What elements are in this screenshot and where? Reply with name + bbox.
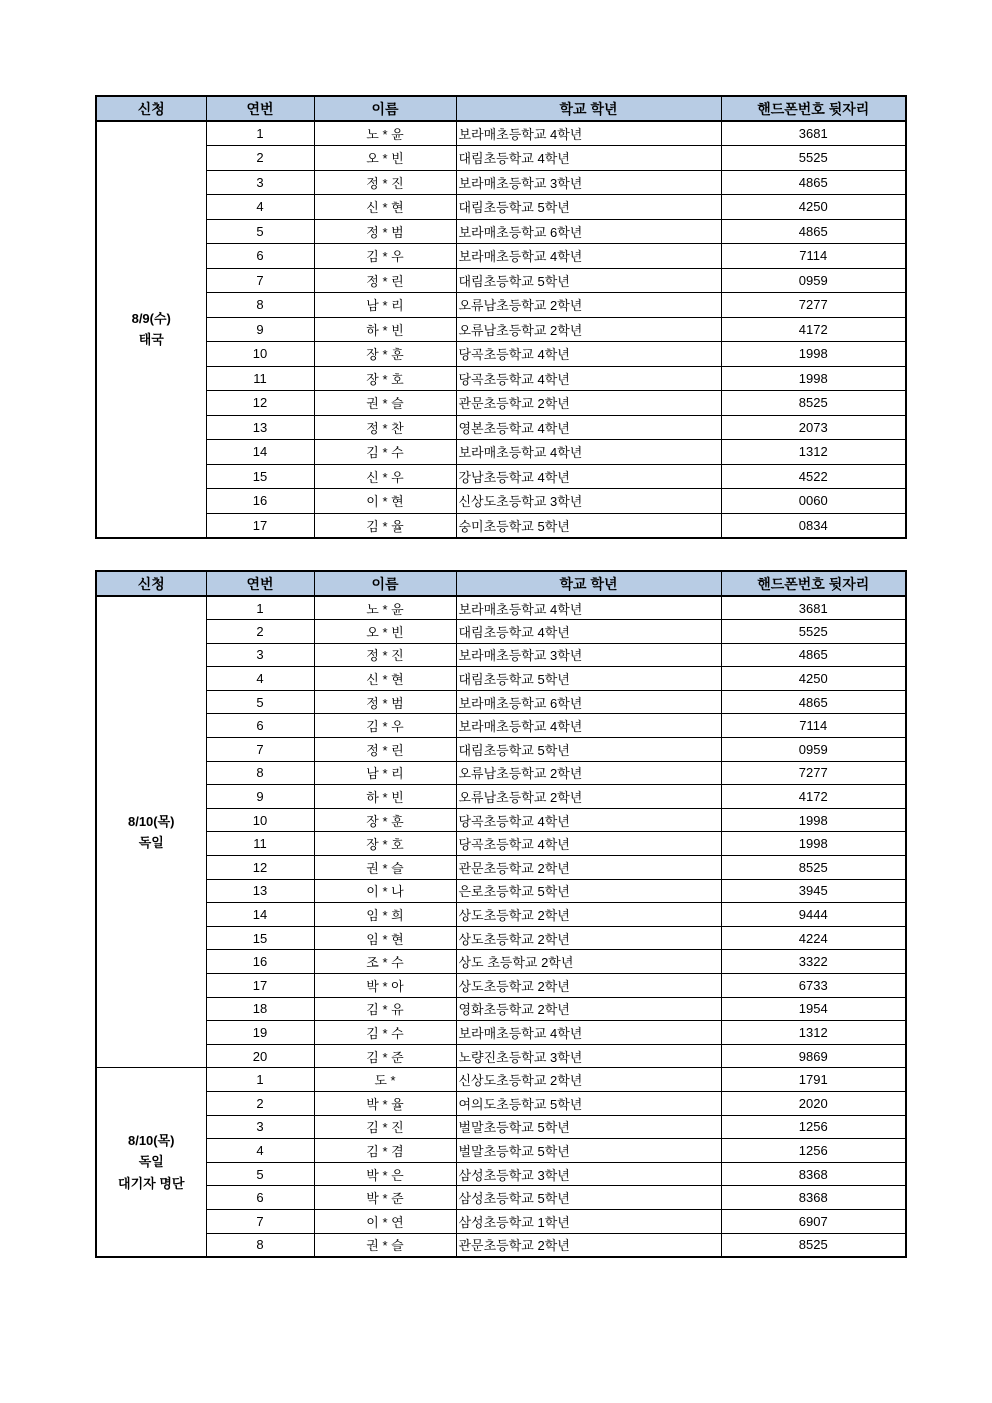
school-cell: 보라매초등학교 6학년 (456, 219, 721, 244)
table-row (96, 219, 906, 244)
table-row (96, 170, 906, 195)
table-row (96, 244, 906, 269)
phone-cell: 8525 (721, 1233, 906, 1257)
table-row (96, 1044, 906, 1068)
serial-cell: 2 (206, 1091, 314, 1115)
phone-cell: 3322 (721, 950, 906, 974)
phone-cell: 1954 (721, 997, 906, 1021)
serial-cell: 15 (206, 464, 314, 489)
name-cell: 김 * 우 (314, 244, 456, 269)
table-row (96, 738, 906, 762)
name-cell: 신 * 현 (314, 667, 456, 691)
name-cell: 이 * 현 (314, 489, 456, 514)
name-cell: 김 * 준 (314, 1044, 456, 1068)
name-cell: 노 * 윤 (314, 596, 456, 620)
serial-cell: 15 (206, 926, 314, 950)
table-row (96, 620, 906, 644)
school-cell: 당곡초등학교 4학년 (456, 342, 721, 367)
school-cell: 당곡초등학교 4학년 (456, 832, 721, 856)
column-header: 핸드폰번호 뒷자리 (721, 96, 906, 121)
table-row (96, 293, 906, 318)
serial-cell: 6 (206, 244, 314, 269)
school-cell: 대림초등학교 5학년 (456, 738, 721, 762)
table-row (96, 195, 906, 220)
phone-cell: 4865 (721, 643, 906, 667)
roster-table-thailand (95, 95, 907, 539)
serial-cell: 13 (206, 879, 314, 903)
serial-cell: 9 (206, 317, 314, 342)
phone-cell: 7114 (721, 244, 906, 269)
school-cell: 삼성초등학교 3학년 (456, 1162, 721, 1186)
school-cell: 숭미초등학교 5학년 (456, 513, 721, 538)
table-row (96, 1209, 906, 1233)
name-cell: 신 * 현 (314, 195, 456, 220)
name-cell: 이 * 연 (314, 1209, 456, 1233)
table-row (96, 596, 906, 620)
phone-cell: 4250 (721, 667, 906, 691)
phone-cell: 5525 (721, 620, 906, 644)
serial-cell: 20 (206, 1044, 314, 1068)
name-cell: 남 * 리 (314, 761, 456, 785)
table-row (96, 785, 906, 809)
school-cell: 대림초등학교 4학년 (456, 146, 721, 171)
school-cell: 강남초등학교 4학년 (456, 464, 721, 489)
table-row (96, 1233, 906, 1257)
phone-cell: 0959 (721, 268, 906, 293)
serial-cell: 3 (206, 170, 314, 195)
name-cell: 임 * 희 (314, 903, 456, 927)
serial-cell: 13 (206, 415, 314, 440)
serial-cell: 14 (206, 903, 314, 927)
table-row (96, 974, 906, 998)
column-header: 연번 (206, 96, 314, 121)
column-header: 핸드폰번호 뒷자리 (721, 571, 906, 596)
name-cell: 임 * 현 (314, 926, 456, 950)
school-cell: 상도초등학교 2학년 (456, 974, 721, 998)
table-row (96, 1091, 906, 1115)
phone-cell: 1998 (721, 808, 906, 832)
column-header: 신청 (96, 96, 206, 121)
name-cell: 김 * 우 (314, 714, 456, 738)
school-cell: 당곡초등학교 4학년 (456, 808, 721, 832)
table-row (96, 950, 906, 974)
school-cell: 보라매초등학교 4학년 (456, 1021, 721, 1045)
table-row (96, 1139, 906, 1163)
name-cell: 조 * 수 (314, 950, 456, 974)
school-cell: 관문초등학교 2학년 (456, 1233, 721, 1257)
serial-cell: 12 (206, 856, 314, 880)
name-cell: 김 * 수 (314, 1021, 456, 1045)
school-cell: 벌말초등학교 5학년 (456, 1115, 721, 1139)
school-cell: 벌말초등학교 5학년 (456, 1139, 721, 1163)
name-cell: 하 * 빈 (314, 785, 456, 809)
name-cell: 권 * 슬 (314, 856, 456, 880)
name-cell: 장 * 훈 (314, 342, 456, 367)
serial-cell: 14 (206, 440, 314, 465)
phone-cell: 1998 (721, 832, 906, 856)
school-cell: 관문초등학교 2학년 (456, 856, 721, 880)
serial-cell: 8 (206, 293, 314, 318)
phone-cell: 7277 (721, 761, 906, 785)
school-cell: 상도초등학교 2학년 (456, 926, 721, 950)
school-cell: 오류남초등학교 2학년 (456, 293, 721, 318)
name-cell: 남 * 리 (314, 293, 456, 318)
table-row (96, 667, 906, 691)
table-row (96, 761, 906, 785)
serial-cell: 16 (206, 950, 314, 974)
name-cell: 박 * 은 (314, 1162, 456, 1186)
table-row (96, 1068, 906, 1092)
school-cell: 보라매초등학교 6학년 (456, 690, 721, 714)
serial-cell: 5 (206, 690, 314, 714)
school-cell: 보라매초등학교 3학년 (456, 170, 721, 195)
column-header: 신청 (96, 571, 206, 596)
table-row (96, 146, 906, 171)
school-cell: 대림초등학교 4학년 (456, 620, 721, 644)
serial-cell: 3 (206, 1115, 314, 1139)
name-cell: 박 * 아 (314, 974, 456, 998)
phone-cell: 1998 (721, 342, 906, 367)
name-cell: 권 * 슬 (314, 391, 456, 416)
name-cell: 정 * 진 (314, 170, 456, 195)
school-cell: 오류남초등학교 2학년 (456, 761, 721, 785)
name-cell: 김 * 수 (314, 440, 456, 465)
phone-cell: 4865 (721, 690, 906, 714)
serial-cell: 7 (206, 268, 314, 293)
phone-cell: 7277 (721, 293, 906, 318)
school-cell: 노량진초등학교 3학년 (456, 1044, 721, 1068)
header-row (96, 96, 906, 121)
school-cell: 오류남초등학교 2학년 (456, 317, 721, 342)
name-cell: 노 * 윤 (314, 121, 456, 146)
name-cell: 장 * 훈 (314, 808, 456, 832)
phone-cell: 4172 (721, 317, 906, 342)
name-cell: 정 * 범 (314, 219, 456, 244)
phone-cell: 1312 (721, 440, 906, 465)
serial-cell: 2 (206, 620, 314, 644)
table-row (96, 1115, 906, 1139)
school-cell: 보라매초등학교 4학년 (456, 244, 721, 269)
serial-cell: 3 (206, 643, 314, 667)
phone-cell: 6733 (721, 974, 906, 998)
name-cell: 정 * 린 (314, 268, 456, 293)
serial-cell: 1 (206, 121, 314, 146)
serial-cell: 19 (206, 1021, 314, 1045)
phone-cell: 1998 (721, 366, 906, 391)
table-row (96, 690, 906, 714)
column-header: 이름 (314, 96, 456, 121)
phone-cell: 3681 (721, 121, 906, 146)
group-label-cell: 8/10(목) 독일 대기자 명단 (96, 1068, 206, 1257)
phone-cell: 2073 (721, 415, 906, 440)
serial-cell: 4 (206, 195, 314, 220)
phone-cell: 4250 (721, 195, 906, 220)
phone-cell: 8368 (721, 1162, 906, 1186)
school-cell: 영본초등학교 4학년 (456, 415, 721, 440)
serial-cell: 4 (206, 667, 314, 691)
school-cell: 보라매초등학교 3학년 (456, 643, 721, 667)
serial-cell: 10 (206, 808, 314, 832)
group-label-cell: 8/10(목) 독일 (96, 596, 206, 1068)
name-cell: 신 * 우 (314, 464, 456, 489)
serial-cell: 16 (206, 489, 314, 514)
phone-cell: 7114 (721, 714, 906, 738)
school-cell: 은로초등학교 5학년 (456, 879, 721, 903)
school-cell: 삼성초등학교 1학년 (456, 1209, 721, 1233)
table-row (96, 415, 906, 440)
serial-cell: 8 (206, 1233, 314, 1257)
school-cell: 보라매초등학교 4학년 (456, 440, 721, 465)
name-cell: 김 * 율 (314, 513, 456, 538)
group-label-cell: 8/9(수) 태국 (96, 121, 206, 538)
name-cell: 박 * 율 (314, 1091, 456, 1115)
table-row (96, 489, 906, 514)
table-row (96, 513, 906, 538)
school-cell: 삼성초등학교 5학년 (456, 1186, 721, 1210)
serial-cell: 7 (206, 738, 314, 762)
phone-cell: 8525 (721, 391, 906, 416)
phone-cell: 4224 (721, 926, 906, 950)
serial-cell: 17 (206, 974, 314, 998)
serial-cell: 11 (206, 366, 314, 391)
phone-cell: 4522 (721, 464, 906, 489)
name-cell: 장 * 호 (314, 366, 456, 391)
serial-cell: 1 (206, 596, 314, 620)
phone-cell: 4865 (721, 219, 906, 244)
school-cell: 상도 초등학교 2학년 (456, 950, 721, 974)
phone-cell: 8525 (721, 856, 906, 880)
roster-table-germany (95, 570, 907, 1258)
name-cell: 정 * 찬 (314, 415, 456, 440)
table-row (96, 879, 906, 903)
school-cell: 오류남초등학교 2학년 (456, 785, 721, 809)
serial-cell: 7 (206, 1209, 314, 1233)
phone-cell: 9444 (721, 903, 906, 927)
table-row (96, 1162, 906, 1186)
serial-cell: 5 (206, 219, 314, 244)
school-cell: 당곡초등학교 4학년 (456, 366, 721, 391)
phone-cell: 4865 (721, 170, 906, 195)
table-row (96, 856, 906, 880)
table-row (96, 440, 906, 465)
school-cell: 대림초등학교 5학년 (456, 667, 721, 691)
serial-cell: 6 (206, 1186, 314, 1210)
school-cell: 보라매초등학교 4학년 (456, 714, 721, 738)
table-row (96, 342, 906, 367)
table-row (96, 366, 906, 391)
phone-cell: 9869 (721, 1044, 906, 1068)
table-row (96, 317, 906, 342)
name-cell: 김 * 진 (314, 1115, 456, 1139)
serial-cell: 17 (206, 513, 314, 538)
table-row (96, 808, 906, 832)
phone-cell: 6907 (721, 1209, 906, 1233)
serial-cell: 4 (206, 1139, 314, 1163)
name-cell: 도 * (314, 1068, 456, 1092)
serial-cell: 8 (206, 761, 314, 785)
phone-cell: 5525 (721, 146, 906, 171)
phone-cell: 0959 (721, 738, 906, 762)
name-cell: 오 * 빈 (314, 146, 456, 171)
column-header: 학교 학년 (456, 96, 721, 121)
name-cell: 김 * 겸 (314, 1139, 456, 1163)
table-row (96, 714, 906, 738)
table-row (96, 926, 906, 950)
name-cell: 박 * 준 (314, 1186, 456, 1210)
table-row (96, 268, 906, 293)
phone-cell: 3945 (721, 879, 906, 903)
serial-cell: 10 (206, 342, 314, 367)
table-row (96, 832, 906, 856)
phone-cell: 4172 (721, 785, 906, 809)
name-cell: 정 * 린 (314, 738, 456, 762)
table-row (96, 997, 906, 1021)
table-row (96, 391, 906, 416)
phone-cell: 0834 (721, 513, 906, 538)
school-cell: 신상도초등학교 2학년 (456, 1068, 721, 1092)
school-cell: 영화초등학교 2학년 (456, 997, 721, 1021)
column-header: 학교 학년 (456, 571, 721, 596)
name-cell: 김 * 유 (314, 997, 456, 1021)
serial-cell: 5 (206, 1162, 314, 1186)
column-header: 연번 (206, 571, 314, 596)
serial-cell: 12 (206, 391, 314, 416)
school-cell: 보라매초등학교 4학년 (456, 121, 721, 146)
phone-cell: 0060 (721, 489, 906, 514)
serial-cell: 9 (206, 785, 314, 809)
serial-cell: 6 (206, 714, 314, 738)
table-row (96, 903, 906, 927)
name-cell: 권 * 슬 (314, 1233, 456, 1257)
serial-cell: 18 (206, 997, 314, 1021)
serial-cell: 1 (206, 1068, 314, 1092)
table-row (96, 643, 906, 667)
table-row (96, 121, 906, 146)
school-cell: 여의도초등학교 5학년 (456, 1091, 721, 1115)
school-cell: 보라매초등학교 4학년 (456, 596, 721, 620)
school-cell: 대림초등학교 5학년 (456, 195, 721, 220)
school-cell: 대림초등학교 5학년 (456, 268, 721, 293)
phone-cell: 1256 (721, 1115, 906, 1139)
header-row (96, 571, 906, 596)
name-cell: 이 * 나 (314, 879, 456, 903)
name-cell: 하 * 빈 (314, 317, 456, 342)
school-cell: 상도초등학교 2학년 (456, 903, 721, 927)
school-cell: 신상도초등학교 3학년 (456, 489, 721, 514)
phone-cell: 1256 (721, 1139, 906, 1163)
phone-cell: 8368 (721, 1186, 906, 1210)
school-cell: 관문초등학교 2학년 (456, 391, 721, 416)
name-cell: 오 * 빈 (314, 620, 456, 644)
phone-cell: 3681 (721, 596, 906, 620)
table-row (96, 464, 906, 489)
name-cell: 정 * 진 (314, 643, 456, 667)
serial-cell: 2 (206, 146, 314, 171)
phone-cell: 2020 (721, 1091, 906, 1115)
table-row (96, 1186, 906, 1210)
phone-cell: 1312 (721, 1021, 906, 1045)
phone-cell: 1791 (721, 1068, 906, 1092)
name-cell: 정 * 범 (314, 690, 456, 714)
name-cell: 장 * 호 (314, 832, 456, 856)
serial-cell: 11 (206, 832, 314, 856)
column-header: 이름 (314, 571, 456, 596)
table-row (96, 1021, 906, 1045)
